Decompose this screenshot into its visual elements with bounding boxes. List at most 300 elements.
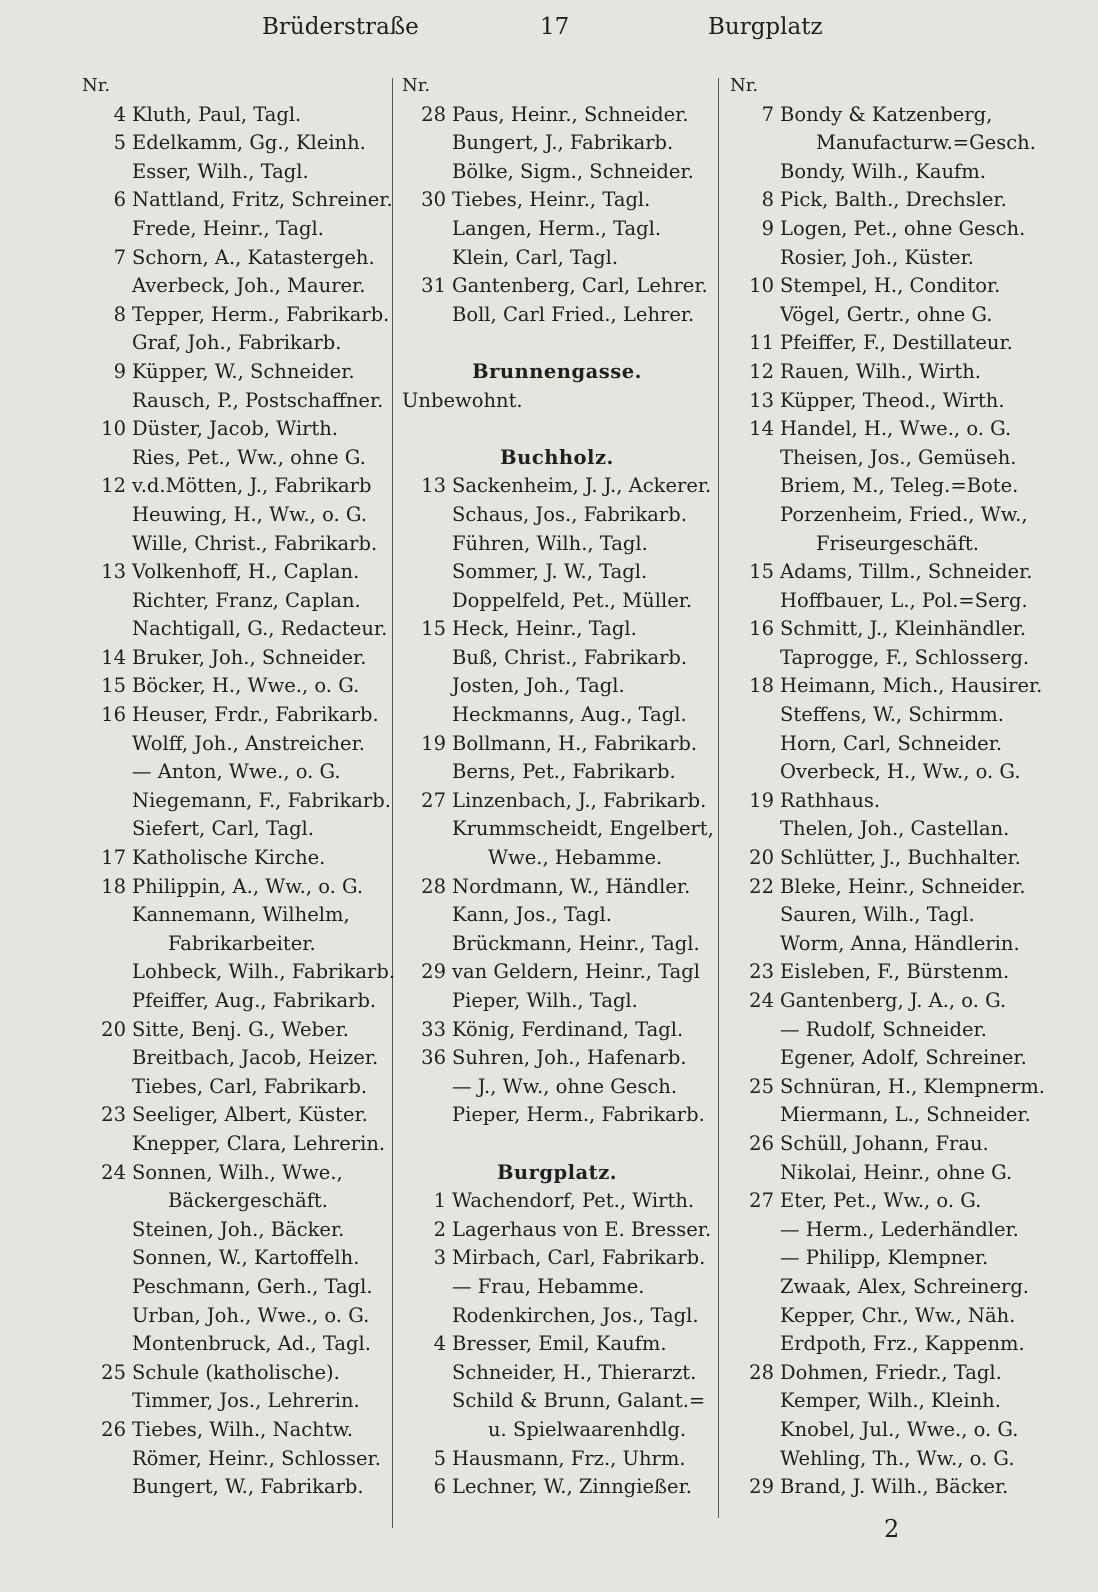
directory-entry [402, 1101, 712, 1130]
resident-text: Taprogge, F., Schlosserg. [780, 645, 1030, 669]
house-number: 8 [761, 188, 774, 212]
resident-text: Küpper, Theod., Wirth. [780, 388, 1005, 412]
directory-entry [82, 730, 382, 759]
house-number: 20 [749, 846, 774, 870]
resident-text: Pfeiffer, Aug., Fabrikarb. [132, 989, 377, 1012]
resident-text: Düster, Jacob, Wirth. [132, 417, 338, 441]
directory-entry [402, 958, 712, 987]
house-number: 12 [101, 474, 126, 498]
resident-text: Rauen, Wilh., Wirth. [780, 359, 981, 383]
directory-entry [82, 958, 396, 987]
resident-text: Buß, Christ., Fabrikarb. [452, 645, 688, 669]
directory-entry [730, 787, 1070, 816]
directory-entry [82, 1016, 382, 1045]
resident-text: Esser, Wilh., Tagl. [132, 159, 309, 183]
directory-entry [730, 1416, 1070, 1445]
directory-entry [730, 1016, 1070, 1045]
resident-text: Vögel, Gertr., ohne G. [780, 302, 993, 326]
house-number: 18 [749, 674, 774, 698]
house-number: 22 [749, 874, 774, 898]
directory-entry [402, 844, 712, 873]
resident-text: Bungert, W., Fabrikarb. [132, 1475, 364, 1499]
resident-text: Wille, Christ., Fabrikarb. [132, 531, 378, 555]
directory-entry [730, 358, 1070, 387]
directory-entry [730, 1302, 1070, 1331]
directory-entry [730, 730, 1070, 759]
resident-text: Averbeck, Joh., Maurer. [132, 274, 366, 298]
house-number: 15 [101, 674, 126, 698]
house-number: 17 [101, 846, 126, 870]
house-number: 10 [101, 417, 126, 441]
directory-entry [730, 415, 1070, 444]
house-number: 26 [101, 1417, 126, 1441]
house-number: 4 [113, 102, 126, 126]
directory-column-1 [82, 72, 396, 1532]
resident-text: Hausmann, Frz., Uhrm. [452, 1446, 686, 1470]
house-number: 9 [761, 216, 774, 240]
resident-text: — Herm., Lederhändler. [780, 1217, 1019, 1241]
house-number: 30 [421, 188, 446, 212]
resident-text: Seeliger, Albert, Küster. [132, 1103, 368, 1127]
resident-text: Rausch, P., Postschaffner. [132, 388, 384, 412]
directory-entry [402, 215, 712, 244]
spacer [402, 329, 712, 358]
house-number: 7 [113, 245, 126, 269]
directory-entry [402, 930, 712, 959]
directory-entry [402, 987, 712, 1016]
directory-entry [730, 1273, 1070, 1302]
house-number: 28 [421, 874, 446, 898]
house-number: 27 [421, 788, 446, 812]
directory-entry [82, 930, 382, 959]
resident-text: Bresser, Emil, Kaufm. [452, 1332, 667, 1356]
resident-text: Pieper, Wilh., Tagl. [452, 989, 638, 1012]
house-number: 26 [749, 1131, 774, 1155]
resident-text: — Frau, Hebamme. [452, 1274, 645, 1298]
directory-entry [82, 387, 382, 416]
resident-text: Knepper, Clara, Lehrerin. [132, 1131, 386, 1155]
resident-text: Egener, Adolf, Schreiner. [780, 1046, 1027, 1070]
directory-entry [82, 844, 382, 873]
directory-entry [402, 472, 712, 501]
directory-entry [82, 587, 382, 616]
directory-entry [402, 701, 712, 730]
resident-text: Timmer, Jos., Lehrerin. [132, 1389, 360, 1413]
directory-entry [82, 158, 382, 187]
house-number: 13 [101, 560, 126, 584]
directory-entry [402, 644, 712, 673]
house-number: 10 [749, 274, 774, 298]
resident-text: Bruker, Joh., Schneider. [132, 645, 367, 669]
directory-entry [730, 1044, 1070, 1073]
directory-entry [730, 1187, 1070, 1216]
directory-entry [82, 444, 382, 473]
resident-text: Tepper, Herm., Fabrikarb. [132, 302, 390, 326]
directory-entry [402, 587, 712, 616]
directory-entry [402, 1416, 712, 1445]
house-number: 19 [421, 731, 446, 755]
directory-entry [402, 387, 712, 416]
resident-text: Nachtigall, G., Redacteur. [132, 617, 388, 641]
directory-entry [730, 844, 1070, 873]
resident-text: Doppelfeld, Pet., Müller. [452, 588, 693, 612]
directory-entry [730, 1330, 1070, 1359]
directory-entry [402, 530, 712, 559]
house-number: 29 [421, 960, 446, 984]
directory-entry [82, 644, 382, 673]
directory-entry [82, 1187, 382, 1216]
resident-text: Brand, J. Wilh., Bäcker. [780, 1475, 1009, 1499]
header-right-street: Burgplatz [708, 14, 823, 40]
resident-text: Bölke, Sigm., Schneider. [452, 159, 694, 183]
house-number: 3 [433, 1246, 446, 1270]
street-heading: Buchholz. [500, 445, 614, 469]
directory-entry [82, 558, 382, 587]
resident-text: Gantenberg, Carl, Lehrer. [452, 274, 708, 298]
house-number: 25 [749, 1074, 774, 1098]
resident-text: Sonnen, Wilh., Wwe., [132, 1160, 343, 1184]
directory-entry [82, 1416, 382, 1445]
resident-text: Schild & Brunn, Galant.= [452, 1389, 706, 1413]
directory-entry [82, 472, 382, 501]
resident-text: König, Ferdinand, Tagl. [452, 1017, 684, 1041]
directory-entry [82, 415, 382, 444]
directory-entry [730, 615, 1070, 644]
resident-text: Nordmann, W., Händler. [452, 874, 691, 898]
directory-entry [402, 815, 712, 844]
resident-text: Porzenheim, Fried., Ww., [780, 502, 1028, 526]
resident-text: v.d.Mötten, J., Fabrikarb [132, 474, 372, 498]
house-number: 14 [749, 417, 774, 441]
house-number: 36 [421, 1046, 446, 1070]
resident-text: Philippin, A., Ww., o. G. [132, 874, 364, 898]
directory-entry [82, 1130, 386, 1159]
resident-text: Pieper, Herm., Fabrikarb. [452, 1103, 705, 1127]
directory-entry [82, 1073, 382, 1102]
house-number: 15 [421, 617, 446, 641]
house-number: 9 [113, 359, 126, 383]
resident-text: Tiebes, Wilh., Nachtw. [132, 1417, 354, 1441]
house-number: 13 [421, 474, 446, 498]
directory-entry [730, 1130, 1070, 1159]
house-number: 11 [749, 331, 774, 355]
resident-text: Thelen, Joh., Castellan. [780, 817, 1010, 841]
resident-text: Berns, Pet., Fabrikarb. [452, 760, 676, 784]
resident-text: Schorn, A., Katastergeh. [132, 245, 375, 269]
directory-entry [402, 158, 712, 187]
resident-text: Römer, Heinr., Schlosser. [132, 1446, 381, 1470]
resident-text: Heck, Heinr., Tagl. [452, 617, 637, 641]
directory-entry [82, 1216, 382, 1245]
resident-text: Logen, Pet., ohne Gesch. [780, 216, 1026, 240]
resident-text: Steinen, Joh., Bäcker. [132, 1217, 345, 1241]
resident-text: Wolff, Joh., Anstreicher. [132, 731, 365, 755]
spacer [402, 415, 712, 444]
directory-entry [82, 1387, 382, 1416]
nr-column-label: Nr. [82, 75, 111, 96]
house-number: 28 [421, 102, 446, 126]
directory-entry [82, 1359, 382, 1388]
resident-text: Rodenkirchen, Jos., Tagl. [452, 1303, 699, 1327]
house-number: 16 [101, 703, 126, 727]
resident-text: Siefert, Carl, Tagl. [132, 817, 314, 841]
house-number: 6 [433, 1475, 446, 1499]
house-number: 12 [749, 359, 774, 383]
directory-entry [402, 1445, 712, 1474]
resident-text: van Geldern, Heinr., Tagl [452, 960, 701, 984]
directory-entry [730, 215, 1070, 244]
directory-entry [402, 1273, 712, 1302]
resident-text: Lagerhaus von E. Bresser. [452, 1217, 712, 1241]
directory-entry [730, 987, 1070, 1016]
resident-text: Stempel, H., Conditor. [780, 274, 1001, 298]
house-number: 24 [101, 1160, 126, 1184]
resident-text: Breitbach, Jacob, Heizer. [132, 1046, 379, 1070]
resident-text: Lohbeck, Wilh., Fabrikarb. [132, 960, 396, 984]
directory-entry [82, 1473, 382, 1502]
resident-text: Kann, Jos., Tagl. [452, 903, 612, 927]
resident-text: Sonnen, W., Kartoffelh. [132, 1246, 360, 1270]
house-number: 18 [101, 874, 126, 898]
directory-entry [730, 272, 1070, 301]
directory-entry [82, 272, 382, 301]
directory-entry [402, 272, 712, 301]
resident-text: Kepper, Chr., Ww., Näh. [780, 1303, 1016, 1327]
directory-entry [402, 558, 712, 587]
house-number: 25 [101, 1360, 126, 1384]
directory-entry [82, 101, 382, 130]
directory-entry [730, 1073, 1070, 1102]
resident-text: Erdpoth, Frz., Kappenm. [780, 1332, 1025, 1356]
resident-text: Urban, Joh., Wwe., o. G. [132, 1303, 370, 1327]
resident-text: Rathhaus. [780, 788, 881, 812]
resident-text: Eter, Pet., Ww., o. G. [780, 1189, 982, 1213]
resident-text: Schule (katholische). [132, 1360, 340, 1384]
house-number: 5 [433, 1446, 446, 1470]
street-heading: Burgplatz. [496, 1160, 618, 1184]
directory-entry [730, 158, 1070, 187]
resident-text: — Anton, Wwe., o. G. [132, 760, 341, 784]
resident-text: Schlütter, J., Buchhalter. [780, 846, 1021, 870]
house-number: 31 [421, 274, 446, 298]
resident-text: Schaus, Jos., Fabrikarb. [452, 502, 687, 526]
directory-entry [82, 787, 391, 816]
resident-text: Zwaak, Alex, Schreinerg. [780, 1274, 1029, 1298]
house-number: 14 [101, 645, 126, 669]
directory-entry [82, 301, 390, 330]
house-number: 16 [749, 617, 774, 641]
resident-text: Boll, Carl Fried., Lehrer. [452, 302, 695, 326]
resident-text: Manufacturw.=Gesch. [816, 131, 1036, 155]
directory-entry [402, 1187, 712, 1216]
directory-entry [82, 329, 382, 358]
directory-entry [82, 701, 382, 730]
house-number: 7 [761, 102, 774, 126]
resident-text: Schüll, Johann, Frau. [780, 1131, 989, 1155]
directory-entry [82, 1302, 382, 1331]
directory-entry [402, 1044, 712, 1073]
directory-entry [82, 873, 382, 902]
resident-text: — J., Ww., ohne Gesch. [452, 1074, 678, 1098]
resident-text: Niegemann, F., Fabrikarb. [132, 788, 391, 812]
directory-entry [730, 873, 1070, 902]
directory-entry [402, 901, 712, 930]
resident-text: Volkenhoff, H., Caplan. [132, 560, 360, 584]
resident-text: Graf, Joh., Fabrikarb. [132, 331, 342, 355]
resident-text: Tiebes, Heinr., Tagl. [452, 188, 651, 212]
directory-entry [402, 301, 712, 330]
directory-entry [730, 329, 1070, 358]
nr-column-label: Nr. [402, 75, 431, 96]
resident-text: Bäckergeschäft. [168, 1189, 328, 1213]
resident-text: Krummscheidt, Engelbert, [452, 817, 714, 841]
resident-text: Kannemann, Wilhelm, [132, 903, 350, 927]
resident-text: Führen, Wilh., Tagl. [452, 531, 648, 555]
resident-text: Sitte, Benj. G., Weber. [132, 1017, 349, 1041]
resident-text: Dohmen, Friedr., Tagl. [780, 1360, 1002, 1384]
directory-entry [730, 672, 1070, 701]
resident-text: Overbeck, H., Ww., o. G. [780, 760, 1021, 784]
resident-text: Ries, Pet., Ww., ohne G. [132, 445, 366, 469]
footer-page-number: 2 [884, 1515, 900, 1543]
resident-text: Josten, Joh., Tagl. [452, 674, 625, 698]
directory-entry [402, 730, 712, 759]
resident-text: Worm, Anna, Händlerin. [780, 931, 1020, 955]
house-number: 2 [433, 1217, 446, 1241]
directory-entry [730, 301, 1070, 330]
house-number: 1 [433, 1189, 446, 1213]
directory-entry [82, 672, 382, 701]
house-number: 29 [749, 1475, 774, 1499]
directory-entry [82, 1159, 382, 1188]
resident-text: Miermann, L., Schneider. [780, 1103, 1031, 1127]
directory-entry [82, 358, 382, 387]
resident-text: Richter, Franz, Caplan. [132, 588, 361, 612]
resident-text: u. Spielwaarenhdlg. [488, 1417, 687, 1441]
resident-text: Nattland, Fritz, Schreiner. [132, 188, 393, 212]
directory-entry [730, 1445, 1070, 1474]
resident-text: Wehling, Th., Ww., o. G. [780, 1446, 1015, 1470]
directory-entry [82, 530, 382, 559]
directory-entry [730, 101, 1070, 130]
resident-text: Knobel, Jul., Wwe., o. G. [780, 1417, 1019, 1441]
directory-entry [402, 1387, 712, 1416]
resident-text: Küpper, W., Schneider. [132, 359, 355, 383]
directory-entry [730, 587, 1070, 616]
directory-entry [82, 901, 382, 930]
resident-text: Bondy, Wilh., Kaufm. [780, 159, 986, 183]
directory-entry [402, 186, 712, 215]
resident-text: Wwe., Hebamme. [488, 846, 663, 870]
house-number: 28 [749, 1360, 774, 1384]
resident-text: Edelkamm, Gg., Kleinh. [132, 131, 366, 155]
directory-column-2 [402, 72, 712, 1532]
column-divider [392, 78, 393, 1528]
directory-entry [730, 1216, 1070, 1245]
directory-entry [402, 1016, 712, 1045]
directory-entry [402, 1330, 712, 1359]
house-number: 24 [749, 989, 774, 1012]
directory-entry [730, 644, 1070, 673]
house-number: 5 [113, 131, 126, 155]
house-number: 19 [749, 788, 774, 812]
resident-text: Wachendorf, Pet., Wirth. [452, 1189, 695, 1213]
house-number: 27 [749, 1189, 774, 1213]
directory-entry [730, 701, 1070, 730]
directory-entry [730, 186, 1070, 215]
directory-entry [730, 1101, 1070, 1130]
directory-entry [730, 958, 1070, 987]
resident-text: Heimann, Mich., Hausirer. [780, 674, 1043, 698]
house-number: 4 [433, 1332, 446, 1356]
resident-text: Theisen, Jos., Gemüseh. [780, 445, 1017, 469]
directory-entry [730, 444, 1070, 473]
resident-text: Suhren, Joh., Hafenarb. [452, 1046, 687, 1070]
directory-entry [402, 1302, 712, 1331]
directory-entry [402, 501, 712, 530]
directory-entry [82, 1244, 382, 1273]
resident-text: Briem, M., Teleg.=Bote. [780, 474, 1019, 498]
directory-entry [82, 1330, 382, 1359]
directory-entry [82, 987, 382, 1016]
house-number: 6 [113, 188, 126, 212]
resident-text: Steffens, W., Schirmm. [780, 703, 1004, 727]
resident-text: Bleke, Heinr., Schneider. [780, 874, 1026, 898]
resident-text: Adams, Tillm., Schneider. [780, 560, 1033, 584]
resident-text: Eisleben, F., Bürstenm. [780, 960, 1010, 984]
directory-entry [730, 1473, 1070, 1502]
resident-text: Langen, Herm., Tagl. [452, 216, 662, 240]
directory-entry [402, 873, 712, 902]
directory-entry [82, 1445, 382, 1474]
resident-text: Montenbruck, Ad., Tagl. [132, 1332, 371, 1356]
header-left-street: Brüderstraße [262, 14, 419, 40]
house-number: 20 [101, 1017, 126, 1041]
resident-text: Klein, Carl, Tagl. [452, 245, 619, 269]
directory-entry [402, 758, 712, 787]
nr-column-label: Nr. [730, 75, 759, 96]
directory-entry [730, 244, 1070, 273]
house-number: 23 [101, 1103, 126, 1127]
house-number: 23 [749, 960, 774, 984]
spacer [402, 1130, 712, 1159]
resident-text: Pick, Balth., Drechsler. [780, 188, 1007, 212]
resident-text: Handel, H., Wwe., o. G. [780, 417, 1012, 441]
directory-entry [730, 558, 1070, 587]
house-number: 13 [749, 388, 774, 412]
resident-text: Lechner, W., Zinngießer. [452, 1475, 692, 1499]
directory-entry [402, 1244, 712, 1273]
running-header [0, 14, 1098, 48]
header-page-number: 17 [540, 14, 570, 40]
resident-text: Schnüran, H., Klempnerm. [780, 1074, 1045, 1098]
directory-entry [82, 815, 382, 844]
resident-text: Nikolai, Heinr., ohne G. [780, 1160, 1013, 1184]
resident-text: Pfeiffer, F., Destillateur. [780, 331, 1013, 355]
directory-entry [402, 1216, 712, 1245]
resident-text: Sauren, Wilh., Tagl. [780, 903, 975, 927]
directory-entry [402, 615, 712, 644]
resident-text: Paus, Heinr., Schneider. [452, 102, 689, 126]
directory-entry [82, 615, 388, 644]
directory-entry [402, 1073, 712, 1102]
resident-text: Unbewohnt. [402, 388, 523, 412]
column-divider [718, 78, 719, 1518]
directory-entry [730, 129, 1070, 158]
resident-text: Peschmann, Gerh., Tagl. [132, 1274, 373, 1298]
directory-entry [82, 1044, 382, 1073]
resident-text: — Philipp, Klempner. [780, 1246, 989, 1270]
